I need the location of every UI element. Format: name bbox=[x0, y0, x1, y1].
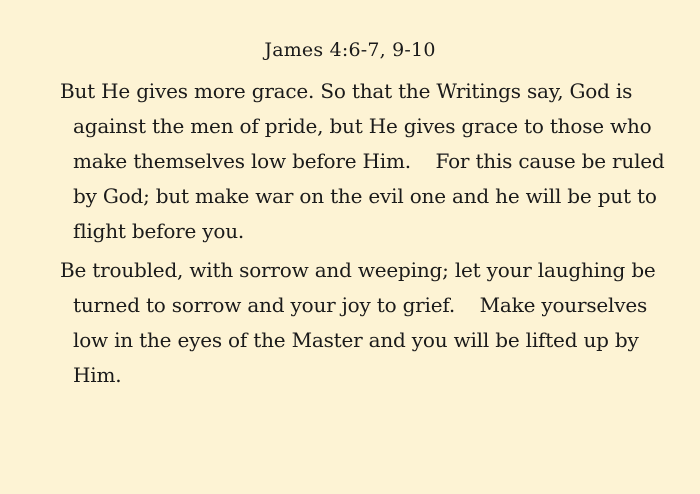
paragraph-2-line-4: Him. bbox=[73, 363, 122, 387]
paragraph-2-line-3: low in the eyes of the Master and you will be lifted up by bbox=[73, 328, 639, 352]
paragraph-1-line-3: make themselves low before Him. For this cause be ruled bbox=[73, 149, 665, 173]
paragraph-1 bbox=[60, 74, 670, 249]
paragraph-2-line-2: turned to sorrow and your joy to grief. Make yourselves bbox=[73, 293, 648, 317]
passage-reference-title: James 4:6-7, 9-10 bbox=[264, 39, 436, 61]
paragraph-1-line-4: by God; but make war on the evil one and he will be put to bbox=[73, 184, 657, 208]
paragraph-1-line-2: against the men of pride, but He gives grace to those who bbox=[73, 114, 652, 138]
paragraph-1-line-5: flight before you. bbox=[73, 219, 245, 243]
paragraph-2-line-1: Be troubled, with sorrow and weeping; let your laughing be bbox=[60, 258, 656, 282]
paragraph-2 bbox=[60, 253, 670, 393]
paragraph-1-line-1: But He gives more grace. So that the Writings say, God is bbox=[60, 79, 633, 103]
